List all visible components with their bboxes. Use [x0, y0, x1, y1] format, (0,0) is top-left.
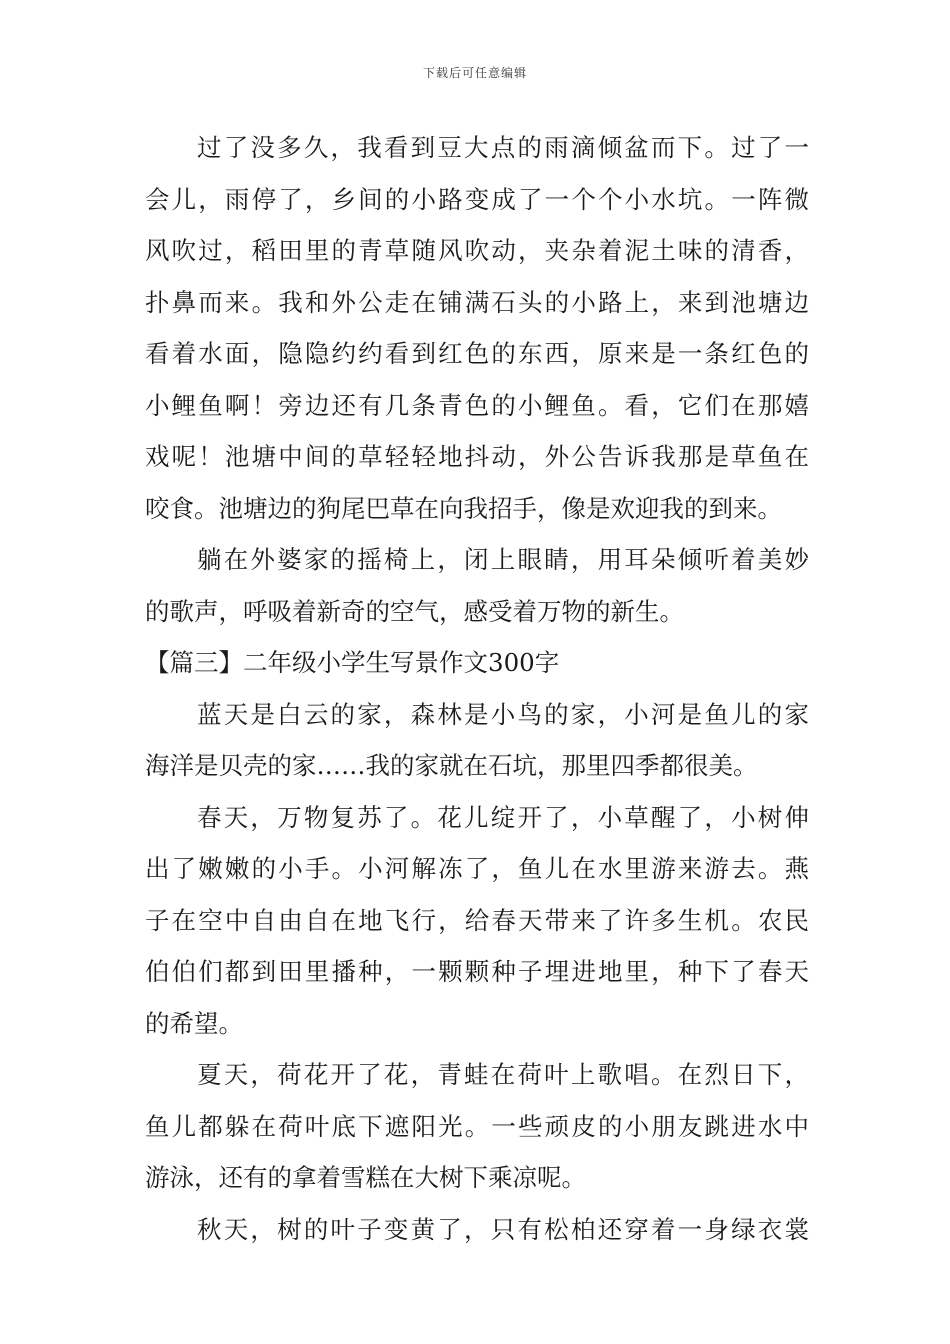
text-line: 春天，万物复苏了。花儿绽开了，小草醒了，小树伸 — [197, 802, 809, 832]
text-line: 鱼儿都躲在荷叶底下遮阳光。一些顽皮的小朋友跳进水中 — [145, 1111, 809, 1141]
text-line: 伯伯们都到田里播种，一颗颗种子埋进地里，种下了春天 — [145, 957, 809, 986]
text-line: 戏呢！池塘中间的草轻轻地抖动，外公告诉我那是草鱼在 — [145, 442, 809, 471]
text-line: 过了没多久，我看到豆大点的雨滴倾盆而下。过了一 — [197, 133, 809, 162]
text-line: 扑鼻而来。我和外公走在铺满石头的小路上，来到池塘边 — [145, 287, 809, 317]
text-line: 出了嫩嫩的小手。小河解冻了，鱼儿在水里游来游去。燕 — [145, 854, 809, 883]
text-line: 躺在外婆家的摇椅上，闭上眼睛，用耳朵倾听着美妙 — [197, 545, 809, 574]
text-line: 游泳，还有的拿着雪糕在大树下乘凉呢。 — [145, 1163, 586, 1192]
text-line: 咬食。池塘边的狗尾巴草在向我招手，像是欢迎我的到来。 — [145, 493, 782, 523]
text-line: 会儿，雨停了，乡间的小路变成了一个个小水坑。一阵微 — [145, 184, 809, 214]
text-line: 的歌声，呼吸着新奇的空气，感受着万物的新生。 — [145, 596, 684, 626]
text-line: 蓝天是白云的家，森林是小鸟的家，小河是鱼儿的家 — [197, 699, 809, 729]
text-line: 夏天，荷花开了花，青蛙在荷叶上歌唱。在烈日下， — [197, 1060, 809, 1089]
text-line: 小鲤鱼啊！旁边还有几条青色的小鲤鱼。看，它们在那嬉 — [145, 390, 809, 420]
section-heading: 【篇三】二年级小学生写景作文300字 — [145, 648, 560, 677]
text-line: 的希望。 — [145, 1008, 243, 1038]
text-line: 子在空中自由自在地飞行，给春天带来了许多生机。农民 — [145, 905, 809, 935]
text-line: 海洋是贝壳的家……我的家就在石坑，那里四季都很美。 — [145, 751, 758, 780]
text-line: 看着水面，隐隐约约看到红色的东西，原来是一条红色的 — [145, 339, 809, 368]
text-line: 风吹过，稻田里的青草随风吹动，夹杂着泥土味的清香， — [145, 236, 809, 265]
text-line: 秋天，树的叶子变黄了，只有松柏还穿着一身绿衣裳 — [197, 1214, 809, 1244]
document-body — [145, 122, 809, 1255]
page-header-note: 下载后可任意编辑 — [422, 66, 527, 80]
